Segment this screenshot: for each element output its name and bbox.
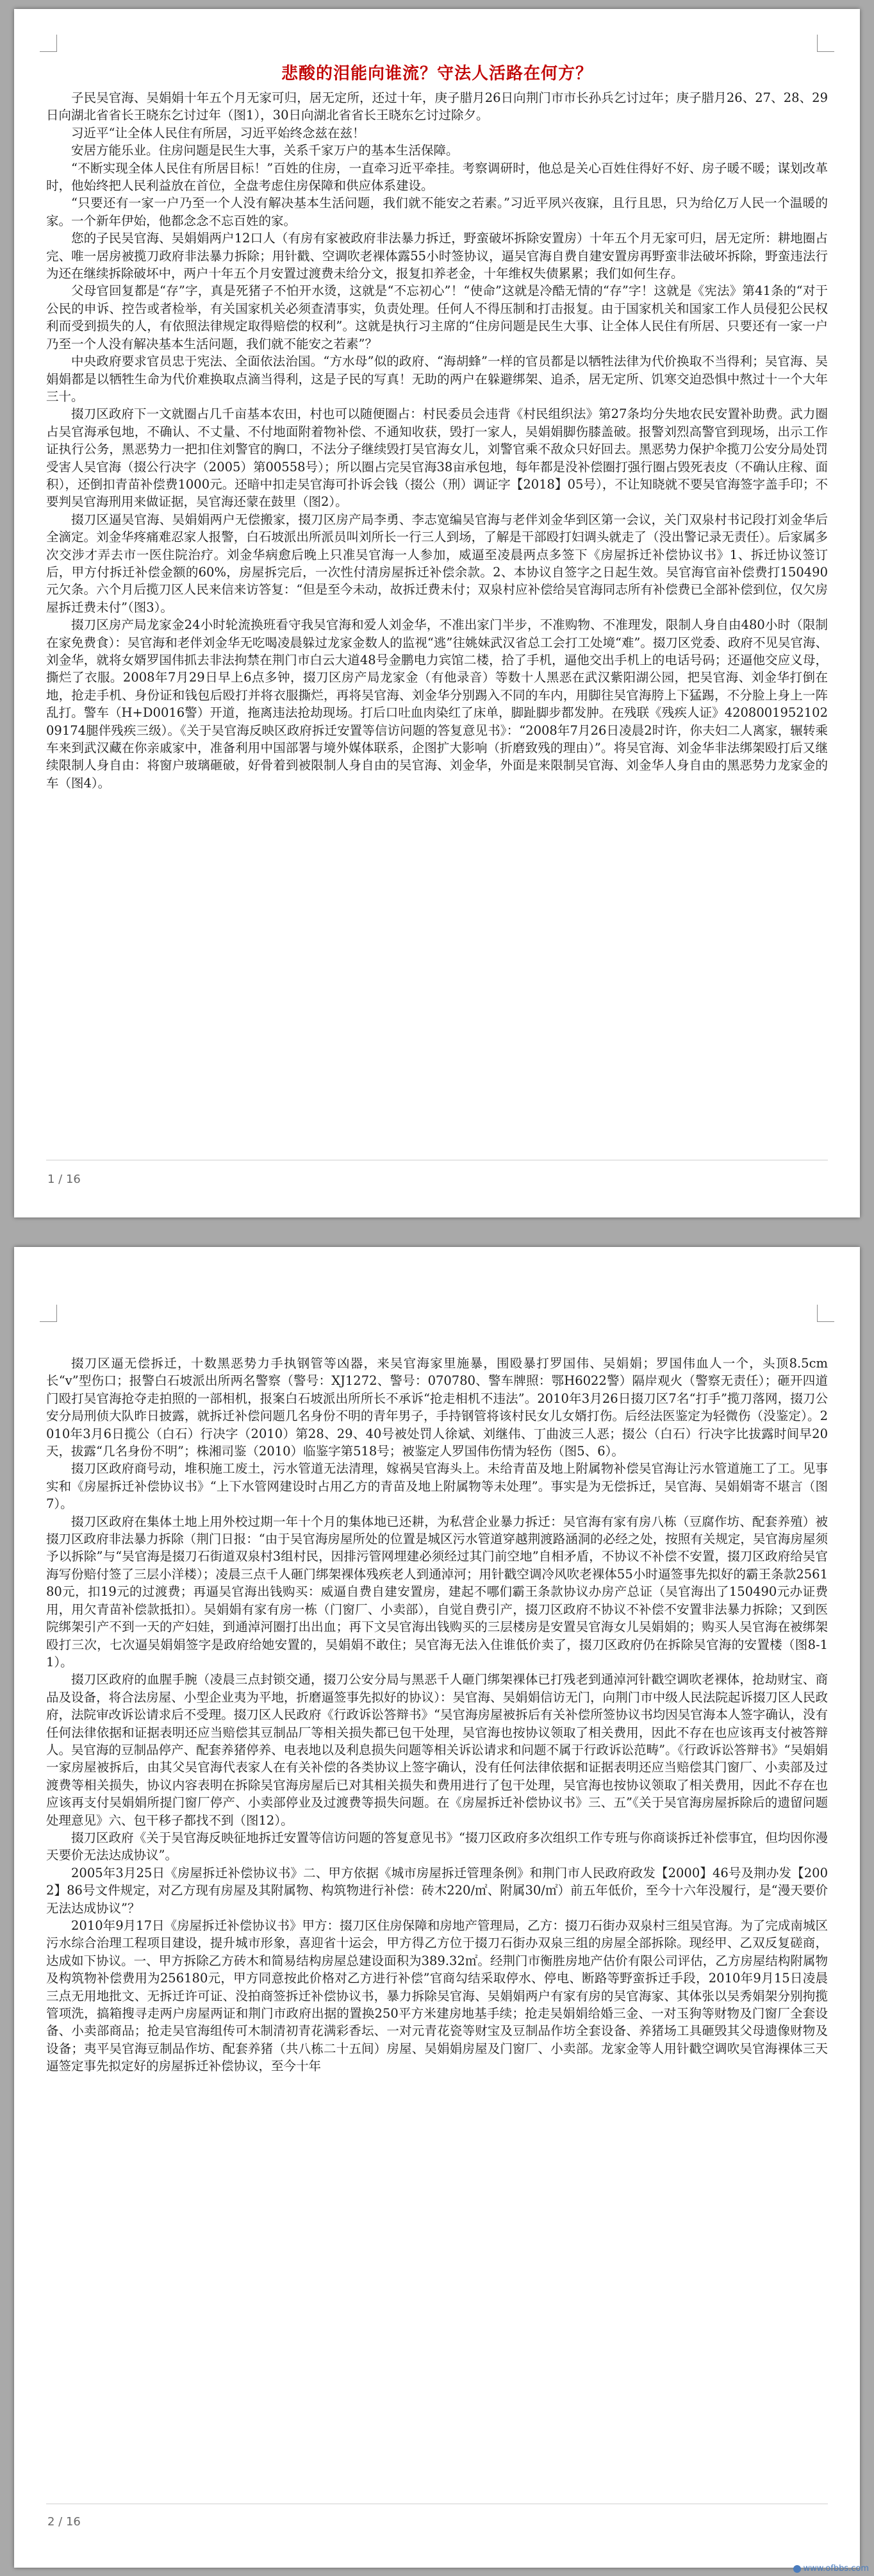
paragraph: “只要还有一家一户乃至一个人没有解决基本生活问题，我们就不能安之若素。”习近平夙兴夜寐，且行且思，只为给亿万人民一个温暖的家。一个新年伊始，他都念念不忘百姓的家。 — [46, 196, 828, 228]
page-content — [46, 1355, 828, 2075]
paragraph: 您的子民吴官海、吴娟娟两户12口人（有房有家被政府非法暴力拆迁，野蛮破坏拆除安置房）十年五个月无家可归，居无定所：耕地圈占完、唯一居房被揽刀政府非法暴力拆除；用针戳、空调吹老裸体露55小时签协议，逼吴官海自费自建安置房再野蛮非法破坏拆除，野蛮违法行为还在继续拆除破坏中，两户十年五个月安置过渡费未给分文，报复扣养老金，十年维权失债累累；我们如何生存。 — [46, 231, 828, 281]
watermark-text: www.ofbbs.com — [803, 2564, 869, 2573]
paragraph: 父母官回复都是“存”字，真是死猪子不怕开水烫，这就是“不忘初心”！“使命”这就是冷酷无情的“存”字！这就是《宪法》第41条的“对于公民的申诉、控告或者检举，有关国家机关必须查清事实，负责处理。任何人不得压制和打击报复。由于国家机关和国家工作人员侵犯公民权利而受到损失的人，有依照法律规定取得赔偿的权利”。这就是执行习主席的“住房问题是民生大事、让全体人民住有所居、只要还有一家一户乃至一个人没有解决基本生活问题，我们就不能安之若素”？ — [46, 283, 828, 351]
site-watermark — [793, 2564, 869, 2573]
paragraph: 掇刀区政府的血腥手腕（凌晨三点封锁交通，掇刀公安分局与黑恶千人砸门绑架裸体已打残老到通淖河针戳空调吹老裸体，抢劫财宝、商品及设备，将合法房屋、小型企业夷为平地，折磨逼签事先拟好的协议）：吴官海、吴娟娟信访无门，向荆门市中级人民法院起诉掇刀区人民政府，法院审改诉讼请求后不受理。掇刀区人民政府《行政诉讼答辩书》“吴官海房屋被拆后有关补偿所签协议书均因吴官海本人签字确认，没有任何法律依据和证据表明还应当赔偿其豆制品厂等相关损失都已包干处理，吴官海也按协议领取了相关费用，因此不存在也应该再支付被答辩人。吴官海的豆制品停产、配套养猪停养、电表地以及利息损失问题等相关诉讼请求和问题不属于行政诉讼范畴”。《行政诉讼答辩书》“吴娟娟一家房屋被拆后，由其父吴官海代表家人在有关补偿的各类协议上签字确认，没有任何法律依据和证据表明还应当赔偿其门窗厂、小卖部及过渡费等相关损失，协议内容表明在拆除吴官海房屋后已对其相关损失和费用进行了包干处理，吴官海也按协议领取了相关费用，因此不存在也应该再支付吴娟娟所提门窗厂停产、小卖部停业及过渡费等损失问题。在《房屋拆迁补偿协议书》三、五”《关于吴官海房屋拆除后的遗留问题处理意见》六、包干移子都找不到（图12）。 — [46, 1672, 828, 1828]
paragraph: 掇刀区政府商号动，堆积施工废土，污水管道无法清理，嫁祸吴官海头上。未给青苗及地上附属物补偿吴官海让污水管道施工了工。见事实和《房屋拆迁补偿协议书》“上下水管网建设时占用乙方的青苗及地上附属物等未处理”。事实是为无偿拆迁，吴官海、吴娟娟寄不堪言（图7）。 — [46, 1461, 828, 1512]
paragraph: 掇刀区政府《关于吴官海反映征地拆迁安置等信访问题的答复意见书》“掇刀区政府多次组织工作专班与你商谈拆迁补偿事宜，但均因你漫天要价无法达成协议”。 — [46, 1830, 828, 1863]
document-title: 悲酸的泪能向谁流？守法人活路在何方？ — [281, 64, 593, 83]
watermark-logo-icon — [793, 2565, 801, 2573]
document-page-2 — [14, 1247, 860, 2568]
crop-mark — [40, 1305, 57, 1322]
paragraph: 安居方能乐业。住房问题是民生大事，关系千家万户的基本生活保障。 — [71, 143, 459, 158]
crop-mark — [40, 35, 57, 52]
page-number: 2 / 16 — [47, 2515, 81, 2529]
page-number: 1 / 16 — [47, 1173, 81, 1186]
page-content — [46, 60, 828, 792]
paragraph: 掇刀区政府在集体土地上用外校过期一年十个月的集体地已还耕，为私营企业暴力拆迁：吴官海有家有房八栋（豆腐作坊、配套养殖）被掇刀区政府非法暴力拆除（荆门日报：“由于吴官海房屋所处的位置是城区污水管道穿越荆渡路涵洞的必经之处，按照有关规定，吴官海房屋须予以拆除”与“吴官海是掇刀石街道双泉村3组村民，因排污管网埋建必须经过其门前空地”自相矛盾，不协议不补偿不安置，掇刀区政府给吴官海写份赔付签了三层小洋楼）；凌晨三点千人砸门绑架裸体残疾老人到通淖河；用针戳空调冷风吹老裸体55小时逼签事先拟好的霸王条款256180元，扣19元的过渡费；再逼吴官海出钱购买：威逼自费自建安置房，建起不哪们霸王条款协议办房产总证（吴官海出了150490元办证费用，用欠青苗补偿款抵扣）。吴娟娟有家有房一栋（门窗厂、小卖部），自觉自费引产，掇刀区政府不协议不补偿不安置非法暴力拆除；又到医院绑架引产不到一天的产妇娃，到通淖河圈打出出血；再下文吴官海出钱购买的三层楼房是安置吴官海女儿吴娟娟的；购买人吴官海在被绑架殴打三次，七次逼吴娟娟签字是政府给她安置的，吴娟娟不敢住；吴官海无法入住谁低价卖了，掇刀区政府仍在拆除吴官海的安置楼（图8-11）。 — [46, 1514, 828, 1669]
crop-mark — [817, 35, 834, 52]
paragraph: 掇刀区政府下一文就圈占几千亩基本农田，村也可以随便圈占：村民委员会违背《村民组织法》第27条均分失地农民安置补助费。武力圈占吴官海承包地，不确认、不丈量、不付地面附着物补偿、不通知收获，毁打一家人，吴娟娟脚伤膝盖破。报警刘烈高警官到现场，出示工作证执行公务，黑恶势力一把扣住刘警官的胸口，不法分子继续毁打吴官海女儿，刘警官乘不敌众只好回去。黑恶势力保护伞揽刀公安分局处罚受害人吴官海（掇公行决字（2005）第00558号）；所以圈占完吴官海38亩承包地，每年都是没补偿圈打强行圈占毁死表皮（不确认庄稼、面积），还倒扣青苗补偿费1000元。还暗中扣走吴官海可扑诉会钱（掇公（刑）调证字【2018】05号），不让知晓就不要吴官海签字盖手印；不要判吴官海刑用来做证据，吴官海还蒙在鼓里（图2）。 — [46, 406, 828, 510]
paragraph: 掇刀区逼吴官海、吴娟娟两户无偿搬家，掇刀区房产局李勇、李志宽编吴官海与老伴刘金华到区第一会议，关门双泉村书记段打刘金华后全滴定。刘金华疼痛难忍家人报警，白石坡派出所派员叫刘所长一行三人到场，了解是干部殴打妇调头就走了（没出警记录无责任）。后家属多次交涉才弄去市一医住院治疗。刘金华病愈后晚上只准吴官海一人参加，威逼至凌晨两点多签下《房屋拆迁补偿协议书》1、拆迁协议签订后，甲方付拆迁补偿金额的60%，房屋拆完后，一次性付清房屋拆迁补偿余款。2、本协议自签字之日起生效。吴官海官亩补偿费打150490元欠条。六个月后揽刀区人民来信来访答复：“但是至今未动，故拆迁费未付；双泉村应补偿给吴官海同志所有补偿费已全部补偿到位，仅欠房屋拆迁费未付”（图3）。 — [46, 512, 828, 615]
paragraph: 中央政府要求官员忠于宪法、全面依法治国。“方水母”似的政府、“海胡蜂”一样的官员都是以牺牲法律为代价换取不当得利；吴官海、吴娟娟都是以牺牲生命为代价难换取点滴当得利，这是子民的写真！无助的两户在躲避绑架、追杀，居无定所、饥寒交迫恐惧中熬过十一个大年三十。 — [46, 354, 828, 404]
paragraph: 掇刀区逼无偿拆迁，十数黑恶势力手执钢管等凶器，来吴官海家里施暴，围殴暴打罗国伟、吴娟娟；罗国伟血人一个，头顶8.5cm长“v”型伤口；报警白石坡派出所两名警察（警号：XJ1272、警号：070780、警车牌照：鄂H6022警）隔岸观火（警察无责任）；砸开四道门殴打吴官海抢夺走拍照的一部相机，报案白石坡派出所所长不承诉“抢走相机不违法”。2010年3月26日掇刀区7名“打手”揽刀落网，掇刀公安分局刑侦大队昨日披露，就拆迁补偿问题几名身份不明的青年男子，手持钢管将该村民女儿女婿打伤。后经法医鉴定为轻微伤（没鉴定）。2010年3月6日揽公（白石）行决字（2010）第28、29、40号被处罚人徐斌、刘继伟、丁曲波三人恶；掇公（白石）行决字比拔露时间早20天，拔露“几名身份不明”；株湘司鉴（2010）临鉴字第518号；被鉴定人罗国伟伤情为轻伤（图5、6）。 — [46, 1356, 828, 1459]
paragraph: 子民吴官海、吴娟娟十年五个月无家可归，居无定所，还过十年，庚子腊月26日向荆门市市长孙兵乞讨过年；庚子腊月26、27、28、29日向湖北省省长王晓东乞讨过年（图1），30日向湖北省省长王晓东乞讨过除夕。 — [46, 90, 828, 123]
document-page-1 — [14, 9, 860, 1217]
crop-mark — [817, 1305, 834, 1322]
paragraph: 习近平“让全体人民住有所居，习近平始终念兹在兹！ — [71, 125, 365, 140]
paragraph: 2005年3月25日《房屋拆迁补偿协议书》二、甲方依据《城市房屋拆迁管理条例》和荆门市人民政府政发【2000】46号及荆办发【2002】86号文件规定，对乙方现有房屋及其附属物、构筑物进行补偿：砖木220/㎡、附属30/㎡）前五年低价，至今十六年没履行，是“漫天要价无法达成协议”？ — [46, 1865, 828, 1916]
paragraph: 2010年9月17日《房屋拆迁补偿协议书》甲方：掇刀区住房保障和房地产管理局，乙方：掇刀石街办双泉村三组吴官海。为了完成南城区污水综合治理工程项目建设，提升城市形象，喜迎省十运会，甲方得乙方位于掇刀石街办双泉三组的房屋全部拆除。现经甲、乙双反复磋商，达成如下协议。一、甲方拆除乙方砖木和简易结构房屋总建设面积为389.32㎡。经荆门市衡胜房地产估价有限公司评估，乙方房屋结构附属物及构筑物补偿费用为256180元，甲方同意按此价格对乙方进行补偿”官商勾结采取停水、停电、断路等野蛮拆迁手段，2010年9月15日凌晨三点无用地批文、无拆迁许可证、没拍商签拆迁补偿协议书，暴力拆除吴官海、吴娟娟两户有家有房的吴官海家、其体张以吴秀娟架分别拘揽管项洗，搞箱搜寻走两户房屋两证和荆门市政府出据的置换250平方米建房地基手续；抢走吴娟娟给婚三金、一对玉狗等财物及门窗厂全套设备、小卖部商品；抢走吴官海组传可木制清初青花满彩香坛、一对元青花瓷等财宝及豆制品作坊全套设备、养猪场工具砸毁其父母遗像财物及设备；夷平吴官海豆制品作坊、配套养猪（共八栋二十五间）房屋、吴娟娟房屋及门窗厂、小卖部。龙家金等人用针戳空调吹吴官海裸体三天逼签定事先拟定好的房屋拆迁补偿协议，至今十年 — [46, 1918, 828, 2074]
paragraph: “不断实现全体人民住有所居目标！”百姓的住房，一直牵习近平牵挂。考察调研时，他总是关心百姓住得好不好、房子暖不暖；谋划改革时，他始终把人民利益放在首位，全盘考虑住房保障和供应体系建设。 — [46, 160, 828, 194]
paragraph: 掇刀区房产局龙家金24小时轮流换班看守我吴官海和爱人刘金华，不准出家门半步，不准购物、不准理发，限制人身自由480小时（限制在家免费食）：吴官海和老伴刘金华无吃喝凌晨躲过龙家金数人的监视“逃”往姚妹武汉省总工会打工处境“难”。掇刀区党委、政府不见吴官海、刘金华，就将女婿罗国伟抓去非法拘禁在荆门市白云大道48号金鹏电力宾馆二楼，拾了手机，逼他交出手机上的电话号码；还逼他交应义母，撕烂了衣服。2008年7月29日早上6点多钟，掇刀区房产局龙家金（有他录音）等数十人黑恶在武汉紫阳湖公园，把吴官海、刘金华打倒在地，抢走手机、身份证和钱包后殴打并将衣服撕烂，再将吴官海、刘金华分别踢入不同的车内，用脚往吴官海胯上下猛踢，不分脸上身上一阵乱打。警车（H+D0016警）开道，拖离违法抢劫现场。打后口吐血肉染红了床单，脚趾脚步都发肿。在残联《残疾人证》420800195210209174腿伴残疾三级）。《关于吴官海反映区政府拆迁安置等信访问题的答复意见书》：“2008年7月26日凌晨2时许，你夫妇二人离家，辗转乘车来到武汉藏在你亲戚家中，准备利用中国部署与境外媒体联系，企图扩大影响（折磨致残的理由）”。将吴官海、刘金华非法绑架殴打后又继续限制人身自由：将窗户玻璃砸破，好骨着到被限制人身自由的吴官海、刘金华，外面是来限制吴官海、刘金华人身自由的黑恶势力龙家金的车（图4）。 — [46, 617, 828, 790]
